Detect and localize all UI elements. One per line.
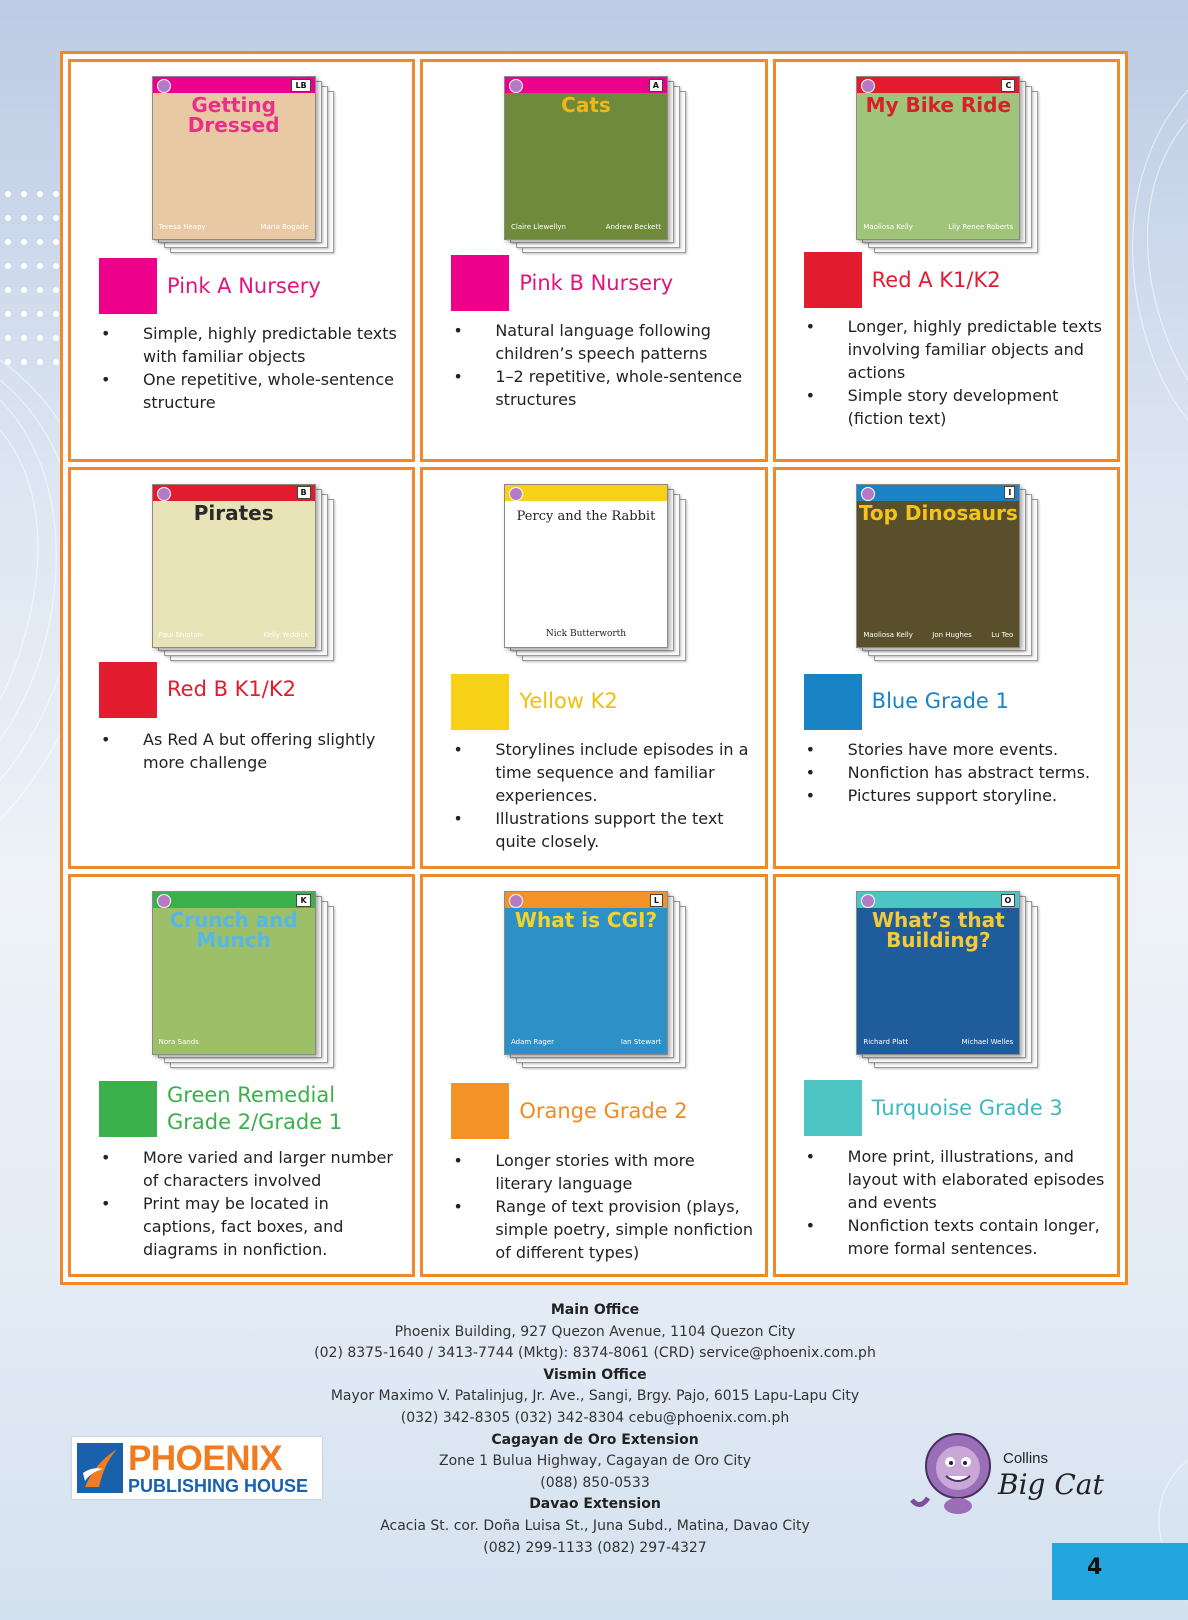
book-author: Lu Teo [991,630,1014,639]
book-author: Nora Sands [158,1038,199,1047]
color-swatch [451,674,509,730]
band-color-strip [153,892,315,908]
book-author: Claire Llewellyn [510,223,566,231]
level-description-list [99,728,404,774]
page-number-box [1052,1543,1188,1600]
book-cover-stack [71,76,412,266]
list-item: • 1–2 repetitive, whole-sentence structures [451,365,756,411]
page-number: 4 [1087,1555,1103,1580]
book-author: Lily Renee Roberts [948,223,1014,231]
list-item: • Storylines include episodes in a time sequence and familiar experiences. [451,738,756,807]
list-item: • Natural language following children’s speech patterns [451,319,756,365]
big-cat-badge-icon [861,894,875,908]
book-author: Andrew Beckett [605,223,661,231]
book-author: Richard Platt [863,1038,909,1047]
level-description-list [804,738,1109,807]
level-card-1 [68,59,415,462]
list-item: • Print may be located in captions, fact boxes, and diagrams in nonfiction. [99,1192,404,1261]
band-letter: L [650,894,663,907]
level-description-list [804,315,1109,430]
office-addresses [200,1300,990,1559]
list-item: • Longer stories with more literary language [451,1149,756,1195]
book-author: Paul Shipton [158,630,203,639]
level-name [167,1082,342,1136]
collins-name: Collins [1003,1450,1049,1467]
level-name: Turquoise Grade 3 [871,1095,1063,1120]
big-cat-badge-icon [861,487,875,501]
davao-extension-address: Acacia St. cor. Doña Luisa St., Juna Subd., Matina, Davao City [380,1517,810,1534]
level-name: Red B K1/K2 [167,677,296,702]
book-title: Top Dinosaurs [858,500,1018,525]
level-card-2 [420,59,767,462]
level-card-8 [420,874,767,1277]
big-cat-badge-icon [157,894,171,908]
level-label [451,674,758,730]
book-cover [152,484,316,648]
book-title: Percy and the Rabbit [516,508,656,524]
color-swatch [99,662,157,718]
book-cover [856,484,1020,648]
book-title: Cats [561,93,611,117]
book-cover-stack [423,76,764,266]
color-swatch [99,1081,157,1137]
book-title: Crunch and Munch [169,908,298,953]
level-description-list [451,738,756,853]
band-color-strip [153,485,315,501]
book-title: Getting Dressed [187,93,280,137]
level-card-7 [68,874,415,1277]
list-item: • Nonfiction texts contain longer, more formal sentences. [804,1214,1109,1260]
list-item: • One repetitive, whole-sentence structure [99,368,404,414]
book-author: Jon Hughes [932,630,972,639]
level-description-list [99,322,404,414]
book-author: Ian Stewart [620,1038,661,1047]
level-description-list [804,1145,1109,1260]
band-letter: O [1001,894,1016,907]
phoenix-bird-icon [77,1443,123,1493]
band-letter: A [649,79,663,92]
vismin-office-contact: (032) 342-8305 (032) 342-8304 cebu@phoenix.com.ph [400,1409,790,1426]
level-description-list [451,319,756,411]
band-color-strip [505,892,667,908]
level-card-4 [68,467,415,870]
level-name-line: Grade 2/Grade 1 [167,1110,343,1135]
book-author: Maoliosa Kelly [863,630,913,639]
phoenix-wordmark: PHOENIX [128,1439,283,1478]
level-name: Red A K1/K2 [871,267,1001,292]
level-name: Yellow K2 [519,689,618,714]
level-name: Pink B Nursery [519,270,674,295]
book-author: Nick Butterworth [545,628,627,639]
color-swatch [804,1080,862,1136]
book-author: Maoliosa Kelly [863,223,913,231]
decorative-dots [0,188,60,368]
davao-extension-title: Davao Extension [529,1496,661,1513]
list-item: • Stories have more events. [804,738,1109,761]
book-title: What’s that Building? [871,908,1005,953]
level-name-line: Green Remedial [167,1083,336,1108]
book-cover-stack [71,484,412,674]
color-swatch [99,258,157,314]
collins-big-cat-logo [908,1428,1118,1518]
book-cover [504,76,668,240]
list-item: • Range of text provision (plays, simple poetry, simple nonfiction of different types) [451,1195,756,1264]
level-card-3 [773,59,1120,462]
vismin-office-address: Mayor Maximo V. Patalinjug, Jr. Ave., Sangi, Brgy. Pajo, 6015 Lapu-Lapu City [330,1388,860,1405]
vismin-office-title: Vismin Office [543,1366,647,1383]
book-title: Pirates [193,500,274,525]
main-office-address: Phoenix Building, 927 Quezon Avenue, 1104 Quezon City [394,1323,796,1340]
level-description-list [99,1146,404,1261]
big-cat-badge-icon [509,487,523,501]
band-letter: I [1004,486,1015,499]
color-swatch [804,252,862,308]
band-letter: K [296,894,310,907]
book-cover [856,76,1020,240]
book-cover [856,891,1020,1055]
book-band-grid [60,51,1128,1285]
band-letter: B [297,486,311,499]
level-label [804,1080,1111,1136]
book-author: Adam Rager [510,1038,555,1047]
book-author: Kelly Yeddick [263,630,309,639]
band-letter: C [1001,79,1015,92]
list-item: • Longer, highly predictable texts involving familiar objects and actions [804,315,1109,384]
list-item: • More print, illustrations, and layout with elaborated episodes and events [804,1145,1109,1214]
big-cat-badge-icon [157,487,171,501]
band-color-strip [857,77,1019,93]
list-item: • More varied and larger number of characters involved [99,1146,404,1192]
band-color-strip [857,485,1019,501]
book-title: My Bike Ride [865,93,1012,117]
color-swatch [451,1083,509,1139]
big-cat-series: Big Cat [998,1468,1104,1501]
band-color-strip [153,77,315,93]
big-cat-badge-icon [861,79,875,93]
list-item: • Illustrations support the text quite closely. [451,807,756,853]
cdo-extension-contact: (088) 850-0533 [540,1474,650,1491]
band-color-strip [857,892,1019,908]
band-color-strip [505,485,667,501]
level-card-6 [773,467,1120,870]
cdo-extension-address: Zone 1 Bulua Highway, Cagayan de Oro City [439,1453,751,1470]
book-cover-stack [776,76,1117,266]
book-cover-stack [423,484,764,674]
main-office-title: Main Office [550,1302,640,1318]
color-swatch [804,674,862,730]
phoenix-logo [72,1437,322,1499]
book-author: Maria Bogade [260,223,309,231]
phoenix-subtitle: PUBLISHING HOUSE [128,1476,309,1496]
list-item: • Pictures support storyline. [804,784,1109,807]
level-card-9 [773,874,1120,1277]
band-color-strip [505,77,667,93]
level-label [99,1081,406,1137]
book-cover [152,891,316,1055]
big-cat-badge-icon [509,79,523,93]
level-name: Orange Grade 2 [519,1098,688,1123]
band-letter: LB [291,79,310,92]
book-title: What is CGI? [514,908,658,933]
level-label [804,252,1111,308]
level-description-list [451,1149,756,1264]
book-author: Teresa Heapy [158,223,206,231]
main-office-contact: (02) 8375-1640 / 3413-7744 (Mktg): 8374-8061 (CRD) service@phoenix.com.ph [314,1345,876,1362]
level-label [451,1083,758,1139]
level-name: Pink A Nursery [167,273,321,298]
book-cover [504,891,668,1055]
book-cover [152,76,316,240]
book-cover-stack [71,891,412,1081]
cat-mascot-icon [908,1428,998,1518]
level-card-5 [420,467,767,870]
list-item: • Simple, highly predictable texts with familiar objects [99,322,404,368]
cdo-extension-title: Cagayan de Oro Extension [491,1431,699,1448]
level-label [99,258,406,314]
big-cat-badge-icon [157,79,171,93]
list-item: • Simple story development (fiction text) [804,384,1109,430]
book-author: Michael Welles [961,1038,1014,1047]
level-label [804,674,1111,730]
level-label [451,255,758,311]
book-cover [504,484,668,648]
book-cover-stack [423,891,764,1081]
davao-extension-contact: (082) 299-1133 (082) 297-4327 [483,1539,707,1556]
list-item: • Nonfiction has abstract terms. [804,761,1109,784]
level-name: Blue Grade 1 [871,689,1009,714]
big-cat-badge-icon [509,894,523,908]
level-label [99,662,406,718]
color-swatch [451,255,509,311]
book-cover-stack [776,484,1117,674]
list-item: • As Red A but offering slightly more challenge [99,728,404,774]
book-cover-stack [776,891,1117,1081]
